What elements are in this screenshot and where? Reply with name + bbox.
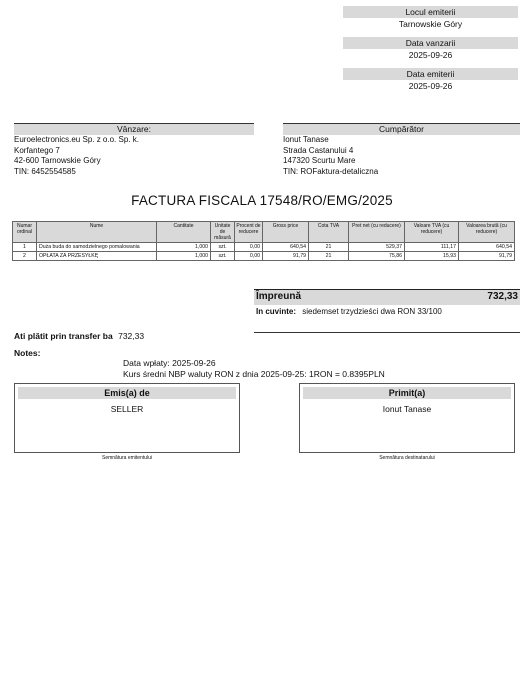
total-label: Împreună [256,291,302,302]
buyer-name: Ionut Tanase [283,135,329,144]
col-header-net-price: Pret net (cu reducere) [349,222,405,243]
amount-in-words-label: In cuvinte: [256,307,297,316]
cell-name: OPŁATA ZA PRZESYŁKĘ [37,252,157,261]
issued-by-caption: Semnătura emitentului [101,455,153,461]
cell-unit: szt. [211,243,235,252]
received-by-title: Primit(a) [303,387,511,399]
issue-date-label: Data emiterii [343,68,518,80]
payment-value: 732,33 [118,331,145,341]
sale-date-value: 2025-09-26 [408,50,453,60]
items-table [12,221,515,261]
total-bar [254,289,520,305]
seller-name: Euroelectronics.eu Sp. z o.o. Sp. k. [14,135,139,144]
notes-exchange-rate: Kurs średni NBP waluty RON z dnia 2025-09-25: 1RON = 0.8395PLN [123,369,385,379]
col-header-unit: Unitate de măsură [211,222,235,243]
col-header-gross-price: Gross price [263,222,309,243]
seller-title: Vânzare: [14,123,254,135]
invoice-title: FACTURA FISCALA 17548/RO/EMG/2025 [131,193,393,208]
cell-vat-rate: 21 [309,252,349,261]
cell-vat-rate: 21 [309,243,349,252]
notes-label: Notes: [14,348,41,358]
cell-discount: 0,00 [235,252,263,261]
payment-label: Ati plătit prin transfer ba [14,331,113,341]
table-header-row [13,222,515,243]
issue-date-block [343,68,518,93]
received-by-value: Ionut Tanase [382,404,432,414]
notes-payment-date: Data wpłaty: 2025-09-26 [123,358,216,368]
received-by-box [299,383,515,453]
issue-date-value: 2025-09-26 [408,81,453,91]
buyer-title: Cumpărător [283,123,520,135]
buyer-block [283,123,520,177]
issued-by-value: SELLER [110,404,144,414]
table-row [13,252,515,261]
issued-by-title: Emis(a) de [18,387,236,399]
cell-gross-value: 640,54 [459,243,515,252]
sale-date-label: Data vanzarii [343,37,518,49]
cell-vat-value: 15,93 [405,252,459,261]
place-of-issue-label: Locul emiterii [343,6,518,18]
received-by-caption: Semnătura destinatarului [379,455,435,461]
totals-divider [254,332,520,333]
cell-gross-value: 91,79 [459,252,515,261]
buyer-city: 147320 Scurtu Mare [283,156,356,165]
cell-name: Duża buda do samodzielnego pomalowania [37,243,157,252]
col-header-quantity: Cantitate [157,222,211,243]
cell-unit: szt. [211,252,235,261]
buyer-street: Strada Castanului 4 [283,145,354,155]
col-header-ordinal: Numar ordinal [13,222,37,243]
place-of-issue-block [343,6,518,31]
cell-ordinal: 2 [13,252,37,261]
sale-date-block [343,37,518,62]
seller-street: Korfantego 7 [14,145,60,155]
cell-discount: 0,00 [235,243,263,252]
place-of-issue-value: Tarnowskie Góry [398,19,463,29]
cell-vat-value: 111,17 [405,243,459,252]
col-header-vat-value: Valoare TVA (cu reducere) [405,222,459,243]
col-header-name: Nume [37,222,157,243]
seller-city: 42-600 Tarnowskie Góry [14,156,101,165]
cell-quantity: 1,000 [157,243,211,252]
cell-net-price: 75,86 [349,252,405,261]
cell-net-price: 529,37 [349,243,405,252]
seller-block [14,123,254,177]
table-row [13,243,515,252]
amount-in-words [256,307,442,316]
cell-ordinal: 1 [13,243,37,252]
total-value: 732,33 [487,291,518,302]
col-header-vat-rate: Cota TVA [309,222,349,243]
cell-quantity: 1,000 [157,252,211,261]
amount-in-words-value: siedemset trzydzieści dwa RON 33/100 [302,307,442,316]
seller-tin: TIN: 6452554585 [14,166,76,176]
cell-gross-price: 640,54 [263,243,309,252]
payment-line [14,331,144,341]
buyer-tin: TIN: ROFaktura-detaliczna [283,166,379,176]
cell-gross-price: 91,79 [263,252,309,261]
issued-by-box [14,383,240,453]
col-header-gross-value: Valoarea brută (cu reducere) [459,222,515,243]
col-header-discount: Procent de reducere [235,222,263,243]
